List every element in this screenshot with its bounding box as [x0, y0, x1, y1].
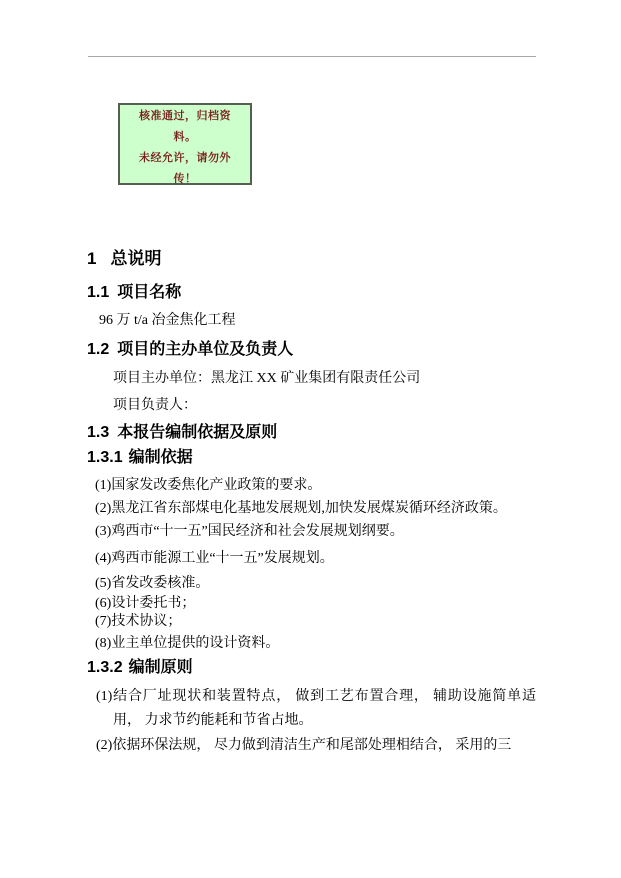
- heading-1-3-2: [87, 658, 536, 678]
- heading-number: 1.2: [87, 341, 110, 358]
- list-item: (6)设计委托书；: [95, 596, 196, 611]
- stamp-line: 传！: [173, 173, 197, 185]
- heading-label: 项目名称: [117, 284, 182, 301]
- list-item: (5)省发改委核准。: [95, 576, 210, 591]
- heading-1-2: [87, 340, 536, 360]
- list-item: (3)鸡西市“十一五”国民经济和社会发展规划纲要。: [95, 524, 404, 539]
- heading-label: 项目的主办单位及负责人: [117, 341, 294, 358]
- heading-1: [87, 248, 536, 269]
- stamp-line: 未经允许，请勿外: [139, 152, 231, 164]
- heading-number: 1.3: [87, 424, 110, 441]
- heading-label: 编制依据: [128, 449, 193, 466]
- principle-paragraph: (1)结合厂址现状和装置特点， 做到工艺布置合理， 辅助设施简单适用， 力求节约能耗和节省占地。: [96, 689, 536, 728]
- approval-stamp: [118, 103, 252, 185]
- list-item: (1)国家发改委焦化产业政策的要求。: [95, 478, 322, 493]
- heading-number: 1.1: [87, 284, 110, 301]
- list-item: (4)鸡西市能源工业“十一五”发展规划。: [95, 551, 334, 566]
- heading-1-1: [87, 283, 536, 303]
- host-unit-text: 项目主办单位：黑龙江 XX 矿业集团有限责任公司: [113, 371, 421, 386]
- project-name-text: 96 万 t/a 冶金焦化工程: [99, 313, 236, 328]
- stamp-line: 核准通过，归档资: [139, 110, 231, 122]
- principle-paragraph: (2)依据环保法规， 尽力做到清洁生产和尾部处理相结合， 采用的三: [96, 738, 512, 753]
- header-rule: [88, 56, 536, 57]
- project-leader-text: 项目负责人：: [113, 398, 197, 413]
- list-item: (8)业主单位提供的设计资料。: [95, 636, 280, 651]
- heading-1-3-1: [87, 448, 536, 468]
- heading-number: 1: [87, 249, 97, 268]
- heading-number: 1.3.1: [87, 449, 123, 466]
- list-item: (2)黑龙江省东部煤电化基地发展规划,加快发展煤炭循环经济政策。: [95, 501, 507, 516]
- list-item: (7)技术协议；: [95, 614, 182, 629]
- heading-label: 本报告编制依据及原则: [117, 424, 278, 441]
- heading-number: 1.3.2: [87, 659, 123, 676]
- heading-1-3: [87, 423, 536, 443]
- heading-label: 编制原则: [128, 659, 193, 676]
- heading-label: 总说明: [110, 249, 162, 268]
- stamp-line: 料。: [173, 131, 197, 143]
